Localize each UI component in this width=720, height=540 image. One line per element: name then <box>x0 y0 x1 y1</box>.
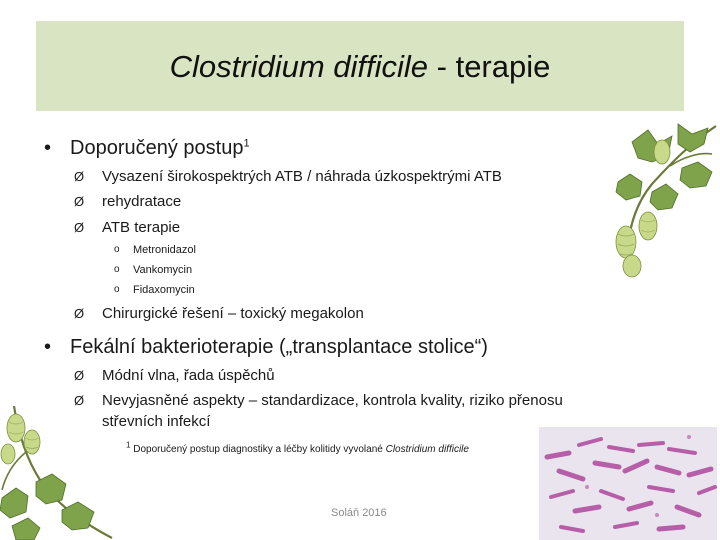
bullet-doporuceny-postup <box>44 136 250 160</box>
drug-item-fidaxomycin <box>114 282 195 298</box>
sub-bullet-chirurgicke <box>74 304 364 324</box>
footnote-ref: 1 <box>243 137 250 150</box>
drug-item-vankomycin <box>114 262 193 278</box>
slide-title <box>0 47 720 87</box>
sub-bullet-text: Nevyjasněné aspekty – standardizace, kontrola kvality, riziko přenosu <box>102 392 563 409</box>
sub-bullet-atb-terapie <box>74 218 181 238</box>
footnote-text: Doporučený postup diagnostiky a léčby kolitidy vyvolané <box>130 444 386 455</box>
sub-bullet-text: ATB terapie <box>102 219 181 236</box>
circle-bullet-icon: o <box>114 244 120 255</box>
drug-name: Vankomycin <box>133 264 193 276</box>
sub-bullet-rehydratace <box>74 192 182 212</box>
bullet-fekalni-bakterioterapie <box>44 335 488 359</box>
footnote <box>126 440 469 457</box>
arrow-bullet-icon: Ø <box>74 169 85 184</box>
sub-bullet-modni-vlna <box>74 366 275 386</box>
sub-bullet-vysazeni <box>74 167 502 187</box>
arrow-bullet-icon: Ø <box>74 194 85 209</box>
circle-bullet-icon: o <box>114 284 120 295</box>
arrow-bullet-icon: Ø <box>74 368 85 383</box>
arrow-bullet-icon: Ø <box>74 393 85 408</box>
bullet-text: Fekální bakterioterapie („transplantace stolice“) <box>70 336 488 358</box>
footer-text: Soláň 2016 <box>331 507 387 519</box>
sub-bullet-continuation <box>102 412 210 432</box>
sub-bullet-text: střevních infekcí <box>102 413 211 430</box>
sub-bullet-text: Vysazení širokospektrých ATB / náhrada úzkospektrými ATB <box>102 168 502 185</box>
arrow-bullet-icon: Ø <box>74 306 85 321</box>
sub-bullet-text: Chirurgické řešení – toxický megakolon <box>102 305 364 322</box>
sub-bullet-text: Módní vlna, řada úspěchů <box>102 367 275 384</box>
hop-branch-bottom-left <box>0 402 116 540</box>
sub-bullet-text: rehydratace <box>102 193 182 210</box>
footnote-marker: 1 <box>126 440 131 450</box>
footnote-italic: Clostridium difficile <box>385 444 469 455</box>
circle-bullet-icon: o <box>114 264 120 275</box>
title-rest: - terapie <box>428 49 551 84</box>
bacteria-illustration <box>539 427 717 540</box>
bullet-dot: • <box>44 336 52 358</box>
sub-bullet-nevyjasnene <box>74 391 563 411</box>
drug-name: Metronidazol <box>133 244 196 256</box>
drug-name: Fidaxomycin <box>133 284 195 296</box>
hop-branch-top-right <box>612 122 720 278</box>
microscopy-image <box>539 427 717 540</box>
drug-item-metronidazol <box>114 242 196 258</box>
title-italic: Clostridium difficile <box>169 49 429 84</box>
arrow-bullet-icon: Ø <box>74 220 85 235</box>
bullet-text: Doporučený postup <box>70 137 244 159</box>
bullet-dot: • <box>44 137 52 159</box>
